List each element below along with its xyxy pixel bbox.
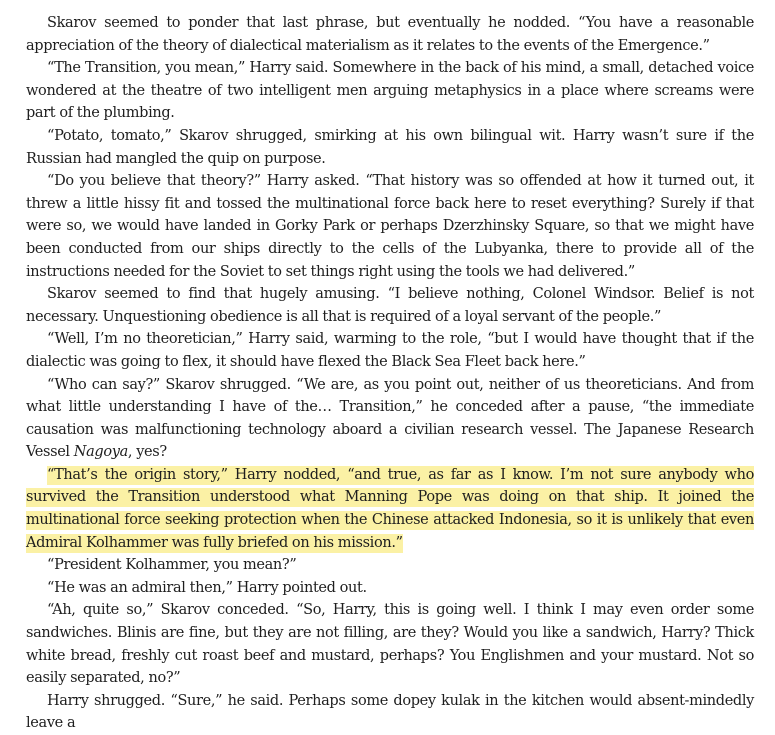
paragraph-11 — [26, 599, 754, 689]
paragraph-text: Skarov seemed to ponder that last phrase, but eventually he nodded. “You have a reasonable appreciation of the theory of dialectical materialism as it relates to the events of the Emergence.” — [26, 15, 754, 54]
paragraph-text: “Potato, tomato,” Skarov shrugged, smirking at his own bilingual wit. Harry wasn’t sure if the Russian had mangled the quip on purpose. — [26, 127, 754, 167]
paragraph-text: “Do you believe that theory?” Harry asked. “That history was so offended at how it turned out, it threw a little hissy fit and tossed the multinational force back here to reset everything? Surely if that were so, we would have landed in Gorky Park or perhaps Dzerzhinsky Square, so that we might have been conducted from our ships directly to the cells of the Lubyanka, there to provide all of the instructions needed for the Soviet to set things right using the tools we had delivered.” — [26, 173, 754, 280]
paragraph-text: “The Transition, you mean,” Harry said. Somewhere in the back of his mind, a small, detached voice wondered at the theatre of two intelligent men arguing metaphysics in a place where screams were part of the plumbing. — [26, 60, 754, 122]
paragraph-text: “President Kolhammer, you mean?” — [47, 557, 297, 574]
paragraph-text-end: , yes? — [127, 444, 167, 461]
paragraph-text: “Who can say?” Skarov shrugged. “We are, as you point out, neither of us theoreticians. And from what little understanding I have of the… Transition,” he conceded after a pause, “the immediate causation was malfunctioning technology aboard a civilian research vessel. The Japanese Research Vessel — [26, 376, 754, 461]
paragraph-2 — [26, 57, 754, 125]
paragraph-12 — [26, 690, 754, 735]
paragraph-text: “He was an admiral then,” Harry pointed out. — [47, 579, 367, 596]
paragraph-5 — [26, 283, 754, 328]
paragraph-1 — [26, 12, 754, 57]
paragraph-4 — [26, 170, 754, 283]
paragraph-text: Harry shrugged. “Sure,” he said. Perhaps some dopey kulak in the kitchen would absent-mindedly leave a — [26, 692, 754, 732]
paragraph-3 — [26, 125, 754, 170]
paragraph-9 — [26, 554, 754, 577]
paragraph-10 — [26, 577, 754, 600]
paragraph-text: “Ah, quite so,” Skarov conceded. “So, Harry, this is going well. I think I may even order some sandwiches. Blinis are fine, but they are not filling, are they? Would you like a sandwich, Harry? Thick white bread, freshly cut roast beef and mustard, perhaps? You Englishmen and your mustard. Not so easily separated, no?” — [26, 602, 754, 687]
book-page — [26, 12, 754, 735]
paragraph-8-highlighted — [26, 464, 754, 554]
paragraph-6 — [26, 328, 754, 373]
paragraph-text: “Well, I’m no theoretician,” Harry said, warming to the role, “but I would have thought that if the dialectic was going to flex, it should have flexed the Black Sea Fleet back here.” — [26, 331, 754, 370]
highlighted-passage[interactable]: “That’s the origin story,” Harry nodded, “and true, as far as I know. I’m not sure anybody who survived the Transition understood what Manning Pope was doing on that ship. It joined the multinational force seeking protection when the Chinese attacked Indonesia, so it is unlikely that even Admiral Kolhammer was fully briefed on his mission.” — [26, 466, 754, 551]
ship-name-italic: Nagoya — [73, 444, 128, 461]
paragraph-7 — [26, 374, 754, 464]
paragraph-text: Skarov seemed to find that hugely amusing. “I believe nothing, Colonel Windsor. Belief is not necessary. Unquestioning obedience is all that is required of a loyal servant of the people.” — [26, 286, 754, 325]
